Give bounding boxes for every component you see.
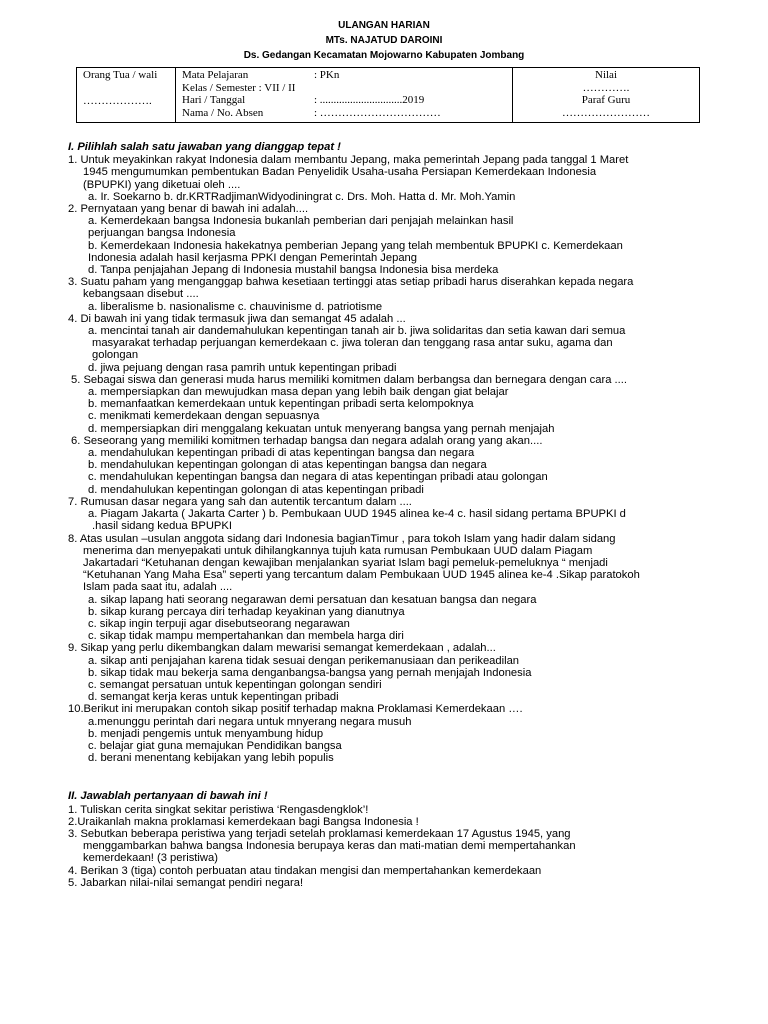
question-10-option: c. belajar giat guna memajukan Pendidikan bangsa: [88, 739, 342, 752]
question-10: 10.Berikut ini merupakan contoh sikap positif terhadap makna Proklamasi Kemerdekaan ….: [68, 703, 523, 716]
question-8-line: Jakartadari “Ketuhanan dengan kewajiban menjalankan syariat Islam bagi pemeluk-pemeluknya “ menjadi: [83, 556, 608, 569]
essay-question-5: 5. Jabarkan nilai-nilai semangat pendiri negara!: [68, 876, 304, 889]
paraf-field: ……………………: [562, 106, 650, 119]
question-2-option: Indonesia adalah hasil kerjasma PPKI dengan Pemerintah Jepang: [88, 251, 418, 264]
question-9-option: b. sikap tidak mau bekerja sama denganbangsa-bangsa yang pernah menjajah Indonesia: [88, 666, 532, 679]
kelas-line: Kelas / Semester : VII / II: [182, 81, 296, 94]
question-3-options: a. liberalisme b. nasionalisme c. chauvinisme d. patriotisme: [88, 300, 383, 313]
section-spacer: [68, 764, 708, 790]
mapel-value: : PKn: [314, 69, 340, 81]
essay-question-3-line: kemerdekaan! (3 peristiwa): [83, 852, 218, 865]
question-5-option: d. mempersiapkan diri menggalang kekuatan untuk menyerang bangsa yang pernah menjajah: [88, 422, 555, 435]
nilai-field: ………….: [582, 81, 630, 94]
question-2-option: a. Kemerdekaan bangsa Indonesia bukanlah pemberian dari penjajah melainkan hasil: [88, 215, 514, 228]
question-8-option: a. sikap lapang hati seorang negarawan demi persatuan dan kesatuan bangsa dan negara: [88, 593, 537, 606]
section-1-title: I. Pilihlah salah satu jawaban yang dianggap tepat !: [68, 141, 341, 153]
school-name: MTs. NAJATUD DAROINI: [325, 35, 443, 46]
wali-signature-field: ……………….: [83, 94, 152, 107]
question-9: 9. Sikap yang perlu dikembangkan dalam mewarisi semangat kemerdekaan , adalah...: [68, 642, 496, 655]
question-6-option: b. mendahulukan kepentingan golongan di atas kepentingan bangsa dan negara: [88, 459, 487, 472]
question-6: 6. Seseorang yang memiliki komitmen terhadap bangsa dan negara adalah orang yang akan....: [71, 434, 543, 447]
question-9-option: d. semangat kerja keras untuk kepentingan pribadi: [88, 691, 339, 704]
paraf-label: Paraf Guru: [581, 94, 631, 106]
question-2-option: b. Kemerdekaan Indonesia hakekatnya pemberian Jepang yang telah membentuk BPUPKI c. Kemerdekaan: [88, 239, 623, 252]
subject-cell: [176, 68, 513, 123]
question-10-option: a.menunggu perintah dari negara untuk mnyerang negara musuh: [88, 715, 412, 728]
question-2-option: perjuangan bangsa Indonesia: [88, 227, 236, 240]
hari-value: : ..............................2019: [314, 94, 425, 106]
question-4-option: masyarakat terhadap perjuangan kemerdekaan c. jiwa toleran dan tenggang rasa antar suku, agama dan: [92, 337, 613, 350]
question-6-option: c. mendahulukan kepentingan bangsa dan negara di atas kepentingan pribadi atau golongan: [88, 471, 548, 484]
essay-question-2: 2.Uraikanlah makna proklamasi kemerdekaan bagi Bangsa Indonesia !: [68, 815, 419, 828]
question-10-option: b. menjadi pengemis untuk menyambung hidup: [88, 727, 324, 740]
question-4-option: a. mencintai tanah air dandemahulukan kepentingan tanah air b. jiwa solidaritas dan setia kawan dari semua: [88, 325, 626, 338]
question-8-option: c. sikap ingin terpuji agar disebutseorang negarawan: [88, 617, 350, 630]
question-7-option: .hasil sidang kedua BPUPKI: [92, 520, 232, 533]
student-info-table: [76, 67, 700, 123]
question-3: 3. Suatu paham yang menganggap bahwa kesetiaan tertinggi atas setiap pribadi harus diserahkan kepada negara: [68, 276, 634, 289]
question-6-option: d. mendahulukan kepentingan golongan di atas kepentingan pribadi: [88, 483, 424, 496]
essay-question-3: 3. Sebutkan beberapa peristiwa yang terjadi setelah proklamasi kemerdekaan 17 Agustus 1945, yang: [68, 827, 571, 840]
question-5-option: b. memanfaatkan kemerdekaan untuk kepentingan pribadi serta kelompoknya: [88, 398, 474, 411]
school-address: Ds. Gedangan Kecamatan Mojowarno Kabupaten Jombang: [243, 50, 525, 61]
mapel-label: Mata Pelajaran: [182, 69, 249, 81]
question-4: 4. Di bawah ini yang tidak termasuk jiwa dan semangat 45 adalah ...: [68, 312, 406, 325]
essay-question-3-line: menggambarkan bahwa bangsa Indonesia berupaya keras dan mati-matian demi mempertahankan: [83, 840, 576, 853]
score-cell: [513, 68, 700, 123]
question-1-line: 1945 mengumumkan pembentukan Badan Penyelidik Usaha-usaha Persiapan Kemerdekaan Indonesia: [83, 166, 597, 179]
question-7: 7. Rumusan dasar negara yang sah dan autentik tercantum dalam ....: [68, 495, 412, 508]
section-2-title: II. Jawablah pertanyaan di bawah ini !: [68, 790, 268, 803]
wali-cell: [77, 68, 176, 123]
question-1-line: (BPUPKI) yang diketuai oleh ....: [83, 178, 241, 191]
exam-title: ULANGAN HARIAN: [338, 20, 430, 31]
question-2: 2. Pernyataan yang benar di bawah ini adalah....: [68, 203, 309, 216]
question-10-option: d. berani menentang kebijakan yang lebih populis: [88, 752, 334, 765]
nama-value: : ……………………………: [314, 106, 441, 119]
question-3-line: kebangsaan disebut ....: [83, 288, 199, 301]
question-7-option: a. Piagam Jakarta ( Jakarta Carter ) b. Pembukaan UUD 1945 alinea ke-4 c. hasil sidang pertama BPUPKI d: [88, 508, 626, 521]
question-9-option: c. semangat persatuan untuk kepentingan golongan sendiri: [88, 678, 382, 691]
question-8-line: Islam pada saat itu, adalah ....: [83, 581, 233, 594]
question-5-option: a. mempersiapkan dan mewujudkan masa depan yang lebih baik dengan giat belajar: [88, 386, 509, 399]
question-8-option: c. sikap tidak mampu mempertahankan dan membela harga diri: [88, 630, 404, 643]
exam-header: [0, 0, 768, 63]
question-8-line: menerima dan menyepakati untuk dihilangkannya tujuh kata rumusan Pembukaan UUD dalam Piagam: [83, 544, 593, 557]
question-5: 5. Sebagai siswa dan generasi muda harus memiliki komitmen dalam berbangsa dan bernegara dengan cara ....: [71, 373, 627, 386]
question-8: 8. Atas usulan –usulan anggota sidang dari Indonesia bagianTimur , para tokoh Islam yang hadir dalam sidang: [68, 532, 616, 545]
question-4-option: d. jiwa pejuang dengan rasa pamrih untuk kepentingan pribadi: [88, 361, 397, 374]
question-9-option: a. sikap anti penjajahan karena tidak sesuai dengan perikemanusiaan dan perikeadilan: [88, 654, 520, 667]
hari-label: Hari / Tanggal: [182, 94, 246, 106]
question-1-options: a. Ir. Soekarno b. dr.KRTRadjimanWidyodiningrat c. Drs. Moh. Hatta d. Mr. Moh.Yamin: [88, 190, 516, 203]
essay-question-4: 4. Berikan 3 (tiga) contoh perbuatan atau tindakan mengisi dan mempertahankan kemerdekaan: [68, 864, 542, 877]
question-1: 1. Untuk meyakinkan rakyat Indonesia dalam membantu Jepang, maka pemerintah Jepang pada tanggal 1 Maret: [68, 154, 629, 167]
question-6-option: a. mendahulukan kepentingan pribadi di atas kepentingan bangsa dan negara: [88, 447, 475, 460]
exam-body: [68, 141, 708, 889]
question-2-option: d. Tanpa penjajahan Jepang di Indonesia mustahil bangsa Indonesia bisa merdeka: [88, 264, 499, 277]
nilai-label: Nilai: [595, 69, 617, 81]
wali-label: Orang Tua / wali: [83, 69, 158, 81]
question-8-line: “Ketuhanan Yang Maha Esa” seperti yang tercantum dalam Pembukaan UUD 1945 alinea ke-4 .Sikap paratokoh: [83, 569, 640, 582]
question-8-option: b. sikap kurang percaya diri terhadap keyakinan yang dianutnya: [88, 605, 405, 618]
nama-label: Nama / No. Absen: [182, 106, 264, 119]
essay-question-1: 1. Tuliskan cerita singkat sekitar peristiwa ‘Rengasdengklok’!: [68, 803, 369, 816]
question-5-option: c. menikmati kemerdekaan dengan sepuasnya: [88, 410, 320, 423]
question-4-option: golongan: [92, 349, 139, 362]
